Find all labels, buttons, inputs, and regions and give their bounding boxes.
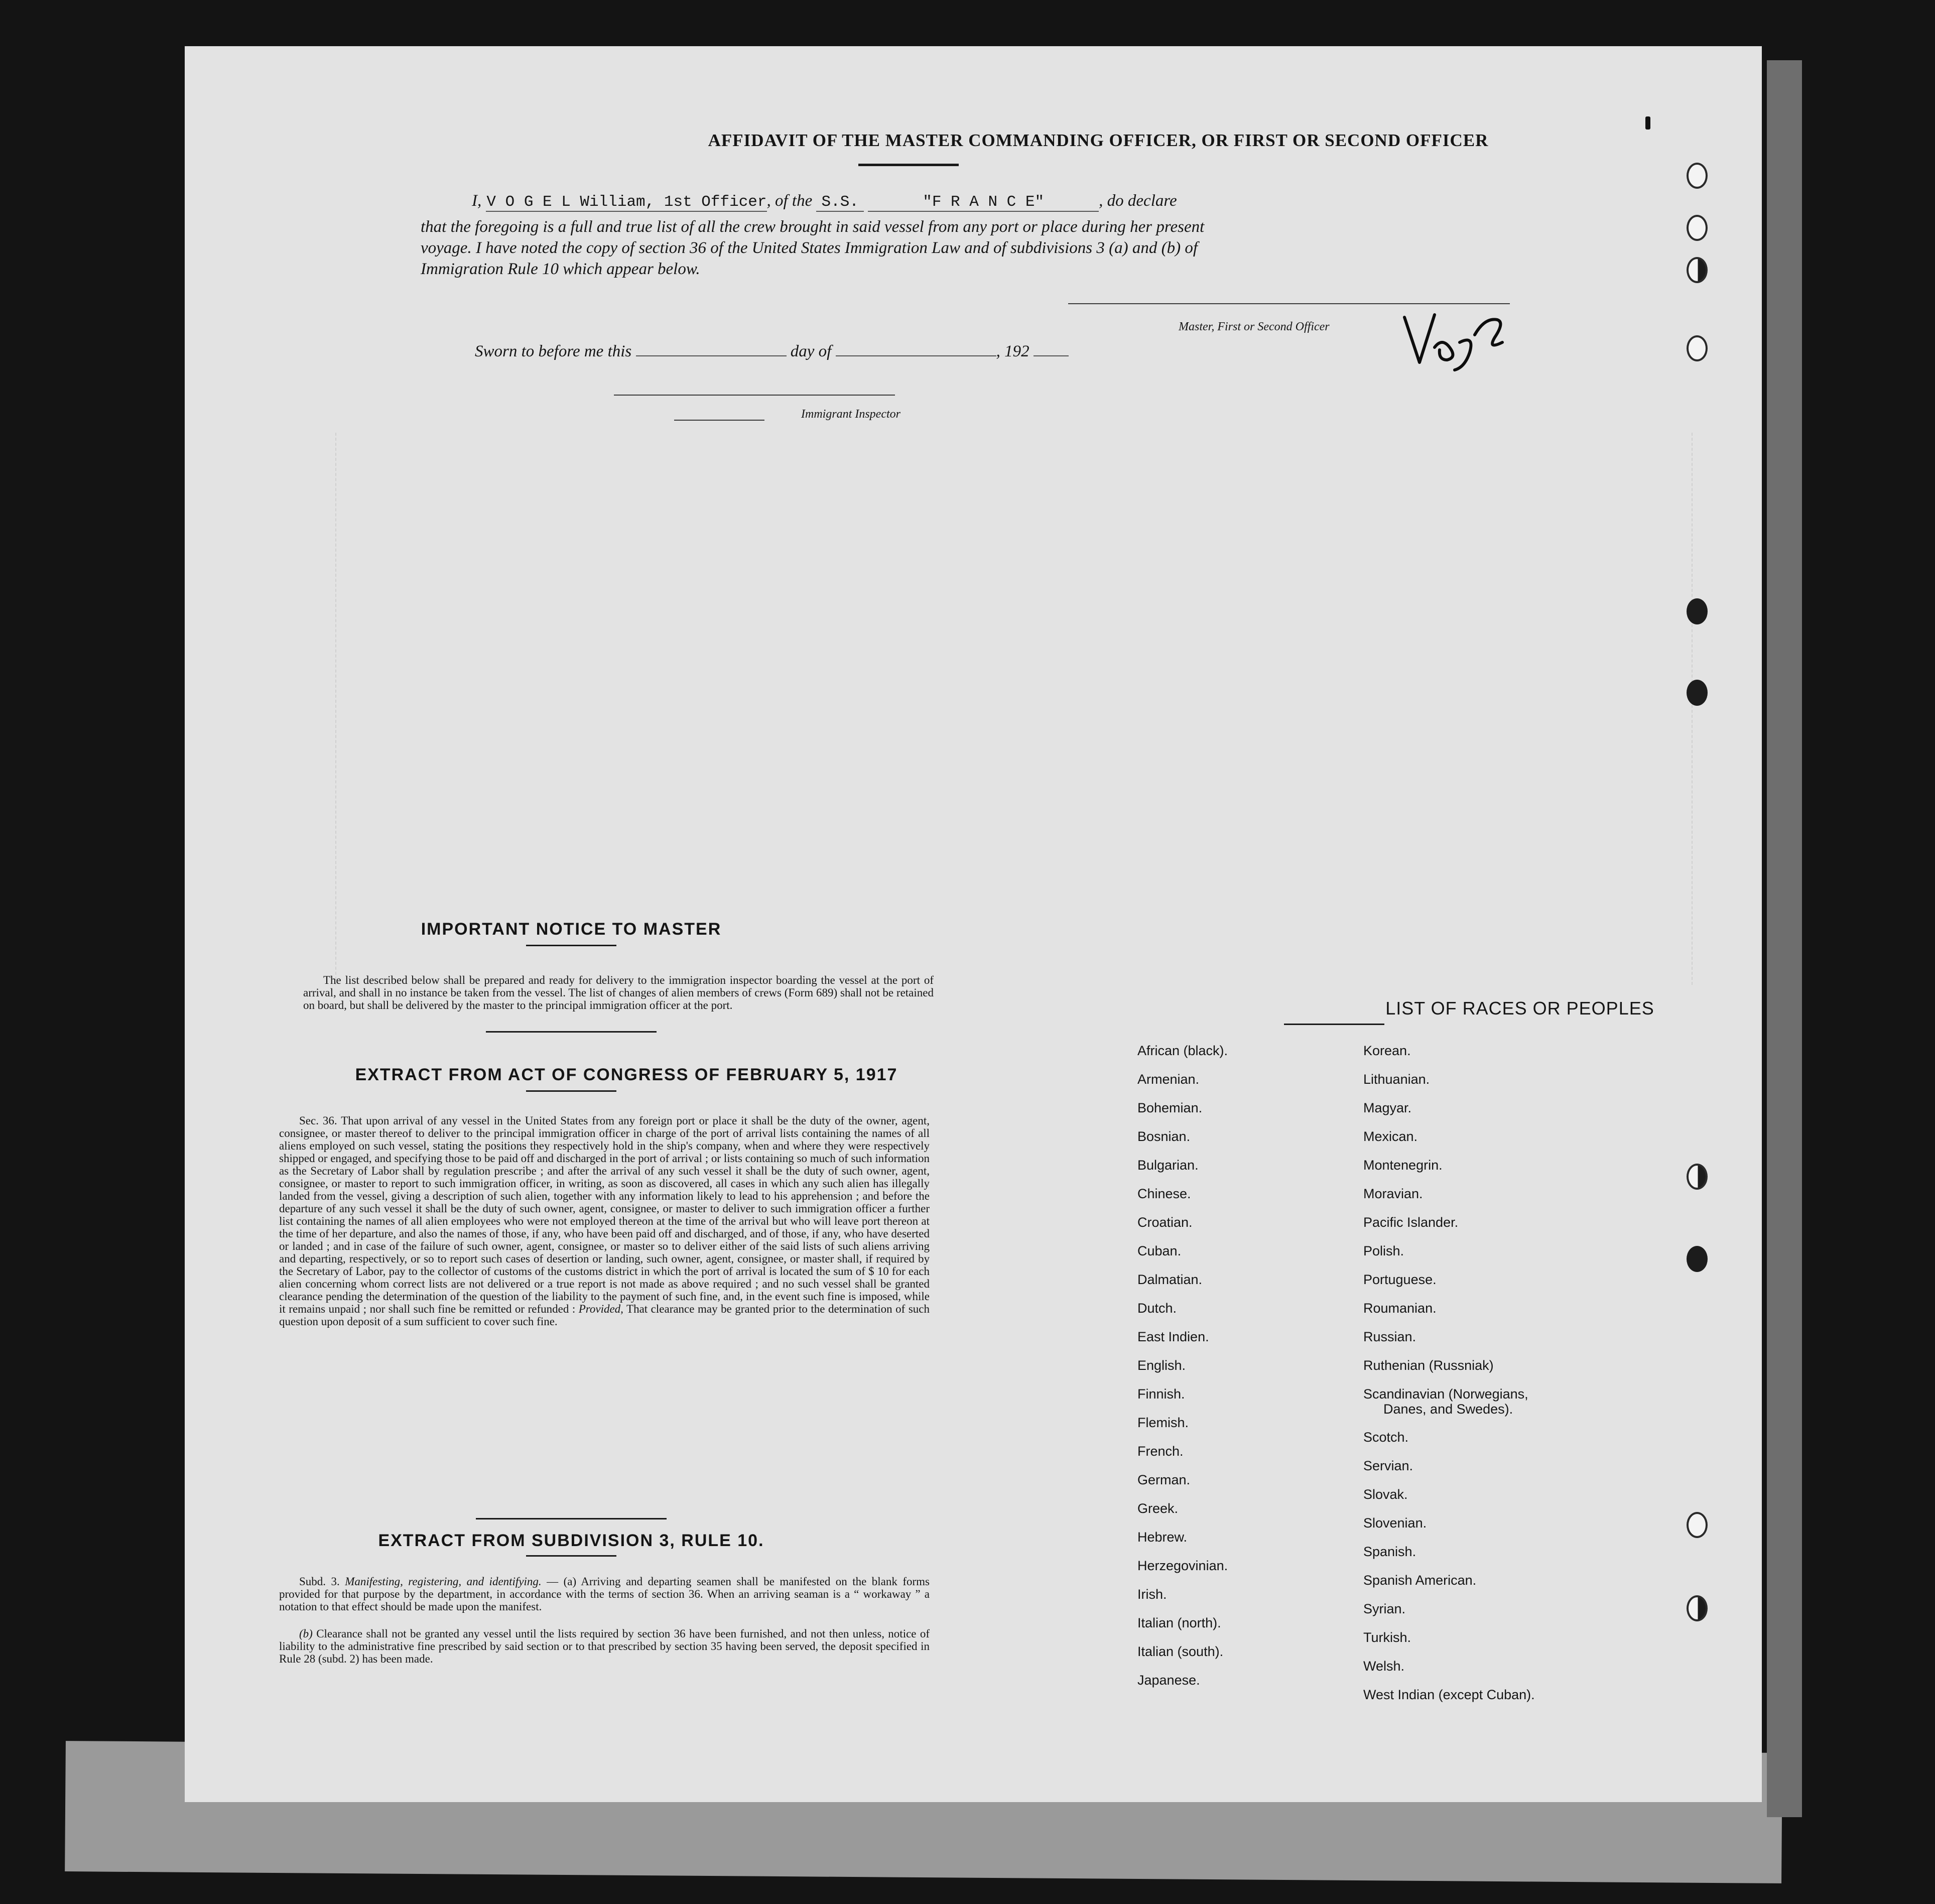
race-item: Croatian.	[1137, 1215, 1193, 1230]
act-underline	[526, 1090, 616, 1092]
binder-hole	[1687, 598, 1708, 624]
race-item: Spanish American.	[1363, 1573, 1477, 1588]
subd-label: Subd. 3.	[299, 1575, 340, 1588]
bleed-through-grid	[335, 433, 1693, 985]
act-text	[279, 1114, 930, 1328]
race-item: Pacific Islander.	[1363, 1215, 1459, 1230]
act-proviso-text: That clearance may be granted prior to the determination of such question upon deposit of a sum sufficient to cover such fine.	[279, 1303, 930, 1328]
race-item: Slovenian.	[1363, 1515, 1427, 1531]
race-item: Bulgarian.	[1137, 1158, 1199, 1173]
race-item: Moravian.	[1363, 1186, 1423, 1201]
subd-b-text: Clearance shall not be granted any vessel until the lists required by section 36 have been furnished, and not then unless, notice of liability to the administrative fine prescribed by said section or to that prescribed by section 35 having been served, the deposit specified in Rule 28 (subd. 2) has been made.	[279, 1627, 930, 1665]
sworn-prefix: Sworn to before me this	[475, 342, 632, 360]
race-item: Dutch.	[1137, 1301, 1177, 1316]
race-item: Italian (north).	[1137, 1615, 1221, 1630]
act-title: EXTRACT FROM ACT OF CONGRESS OF FEBRUARY 5, 1917	[355, 1065, 898, 1084]
rule-title: EXTRACT FROM SUBDIVISION 3, RULE 10.	[378, 1531, 764, 1550]
act-body: Sec. 36. That upon arrival of any vessel in the United States from any foreign port or place it shall be the duty of the owner, agent, consignee, or master thereof to deliver to the principal immigration officer in charge of the port of arrival lists containing the names of all aliens employed on such vessel, stating the positions they respectively hold in the ship's company, when and where they were respectively shipped or engaged, and specifying those to be paid off and discharged in the port of arrival ; or lists containing so much of such information as the Secretary of Labor shall by regulation prescribe ; and after the arrival of any such vessel it shall be the duty of such owner, agent, consignee, or master to report to such immigration officer, in writing, as soon as discovered, all cases in which any such alien has illegally landed from the vessel, giving a description of such alien, together with any information likely to lead to his apprehension ; and before the departure of any such vessel it shall be the duty of such owner, agent, consignee, or master to deliver to such immigration officer a further list containing the names of all alien employees who were not employed thereon at the time of the arrival but who will leave port thereon at the time of her departure, and also the names of those, if any, who have been paid off and discharged, and of those, if any, who have deserted or landed ; and in case of the failure of such owner, agent, consignee, or master so to deliver either of the said lists of such aliens arriving and departing, respectively, or so to report such cases of desertion or landing, such owner, agent, consignee, or master shall, if required by the Secretary of Labor, pay to the collector of customs of the customs district in which the port of arrival is located the sum of $ 10 for each alien concerning whom correct lists are not delivered or a true report is not made as above required ; and no such vessel shall be granted clearance pending the determination of the question of the liability to the payment of such fine, and, in the event such fine is imposed, while it remains unpaid ; nor shall such fine be remitted or refunded :	[279, 1114, 930, 1315]
race-item: East Indien.	[1137, 1329, 1209, 1344]
ink-mark	[1645, 116, 1650, 130]
inspector-signature-line	[614, 395, 895, 396]
race-item: Irish.	[1137, 1587, 1167, 1602]
line1-mid: , of the	[766, 192, 813, 210]
subd-a-text: — (a) Arriving and departing seamen shall be manifested on the blank forms provided for that purpose by the department, in accordance with the terms of section 36. When an arriving seaman is a “ workaway ” a notation to that effect should be made upon the manifest.	[279, 1575, 930, 1613]
signer-caption: Master, First or Second Officer	[1179, 320, 1330, 333]
ship-name: "F R A N C E"	[868, 193, 1099, 212]
race-item: Polish.	[1363, 1243, 1404, 1258]
notice-underline	[526, 945, 616, 946]
binder-hole	[1687, 215, 1708, 241]
inspector-caption: Immigrant Inspector	[801, 408, 900, 421]
binder-hole	[1687, 257, 1708, 283]
act-proviso-label: Provided,	[578, 1303, 623, 1315]
subd-heading: Manifesting, registering, and identifying.	[345, 1575, 542, 1588]
race-item: German.	[1137, 1472, 1191, 1487]
affidavit-line-3: voyage. I have noted the copy of section 36 of the United States Immigration Law and of subdivisions 3 (a) and (b) of	[421, 239, 1198, 257]
race-item: Cuban.	[1137, 1243, 1182, 1258]
rule-subd-a	[279, 1575, 930, 1613]
race-item: Herzegovinian.	[1137, 1558, 1228, 1573]
race-item: Korean.	[1363, 1043, 1411, 1058]
race-item: Servian.	[1363, 1458, 1413, 1473]
race-item: Roumanian.	[1363, 1301, 1437, 1316]
document-page	[185, 46, 1762, 1802]
race-item: Hebrew.	[1137, 1530, 1188, 1545]
race-item: Chinese.	[1137, 1186, 1191, 1201]
race-item: Slovak.	[1363, 1487, 1408, 1502]
officer-name: V O G E L William, 1st Officer	[486, 193, 767, 211]
binder-hole	[1687, 1512, 1708, 1538]
sworn-year: , 192	[996, 342, 1029, 360]
race-item: Japanese.	[1137, 1673, 1200, 1688]
notice-title: IMPORTANT NOTICE TO MASTER	[421, 920, 722, 939]
race-item: Lithuanian.	[1363, 1072, 1430, 1087]
race-item: Finnish.	[1137, 1386, 1185, 1402]
title-underline	[858, 164, 959, 166]
line1-end: , do declare	[1099, 192, 1177, 210]
race-item: Dalmatian.	[1137, 1272, 1203, 1287]
binder-hole	[1687, 1246, 1708, 1272]
race-item	[1363, 1386, 1535, 1430]
sworn-day-label: day of	[790, 342, 832, 360]
sworn-year-field	[1034, 341, 1069, 356]
underlying-page-right-edge	[1767, 60, 1802, 1817]
race-item: African (black).	[1137, 1043, 1228, 1058]
race-item: Spanish.	[1363, 1544, 1416, 1559]
race-item: Bohemian.	[1137, 1100, 1203, 1115]
race-item: Armenian.	[1137, 1072, 1200, 1087]
binder-hole	[1687, 1164, 1708, 1190]
race-item: Ruthenian (Russniak)	[1363, 1358, 1494, 1373]
race-item: Scotch.	[1363, 1430, 1409, 1445]
subd-b-label: (b)	[299, 1627, 313, 1640]
binder-hole	[1687, 680, 1708, 706]
rule-underline	[526, 1555, 616, 1557]
affidavit-line-1	[472, 192, 1177, 212]
race-item: Welsh.	[1363, 1659, 1405, 1674]
affidavit-line-2: that the foregoing is a full and true list of all the crew brought in said vessel from any port or place during her present	[421, 218, 1205, 236]
notice-text: The list described below shall be prepared and ready for delivery to the immigration inspector boarding the vessel at the port of arrival, and shall in no instance be taken from the vessel. The list of changes of alien members of crews (Form 689) shall not be retained on board, but shall be delivered by the master to the principal immigration officer at the port.	[303, 974, 934, 1011]
ship-prefix: S.S.	[816, 193, 863, 212]
races-underline	[1284, 1024, 1384, 1025]
race-item: Italian (south).	[1137, 1644, 1224, 1659]
binder-hole	[1687, 1595, 1708, 1621]
race-item: Mexican.	[1363, 1129, 1418, 1144]
race-item: Syrian.	[1363, 1601, 1406, 1616]
races-left-column	[1137, 1043, 1228, 1701]
line1-prefix: I,	[472, 192, 482, 210]
sworn-month-field	[836, 341, 996, 356]
affidavit-line-4: Immigration Rule 10 which appear below.	[421, 260, 700, 278]
race-item-line: Danes, and Swedes).	[1383, 1402, 1513, 1417]
race-item: English.	[1137, 1358, 1186, 1373]
race-item: Turkish.	[1363, 1630, 1411, 1645]
affidavit-title: AFFIDAVIT OF THE MASTER COMMANDING OFFICER, OR FIRST OR SECOND OFFICER	[708, 131, 1489, 150]
race-item: Magyar.	[1363, 1100, 1412, 1115]
officer-signature	[1399, 307, 1515, 377]
race-item: French.	[1137, 1444, 1184, 1459]
signature-line	[1068, 303, 1510, 304]
rule-section-rule	[476, 1518, 667, 1519]
races-right-column	[1363, 1043, 1535, 1716]
race-item: Russian.	[1363, 1329, 1416, 1344]
sworn-day-field	[636, 341, 787, 356]
sworn-line	[475, 341, 1069, 361]
race-item: West Indian (except Cuban).	[1363, 1687, 1535, 1702]
inspector-short-line	[674, 420, 764, 421]
binder-hole	[1687, 163, 1708, 189]
act-rule	[486, 1031, 657, 1033]
race-item: Montenegrin.	[1363, 1158, 1443, 1173]
races-title: LIST OF RACES OR PEOPLES	[1385, 998, 1654, 1019]
race-item-line: Scandinavian (Norwegians,	[1363, 1386, 1528, 1402]
race-item: Portuguese.	[1363, 1272, 1437, 1287]
binder-hole	[1687, 335, 1708, 361]
race-item: Bosnian.	[1137, 1129, 1191, 1144]
race-item: Greek.	[1137, 1501, 1179, 1516]
race-item: Flemish.	[1137, 1415, 1189, 1430]
rule-subd-b	[279, 1627, 930, 1665]
